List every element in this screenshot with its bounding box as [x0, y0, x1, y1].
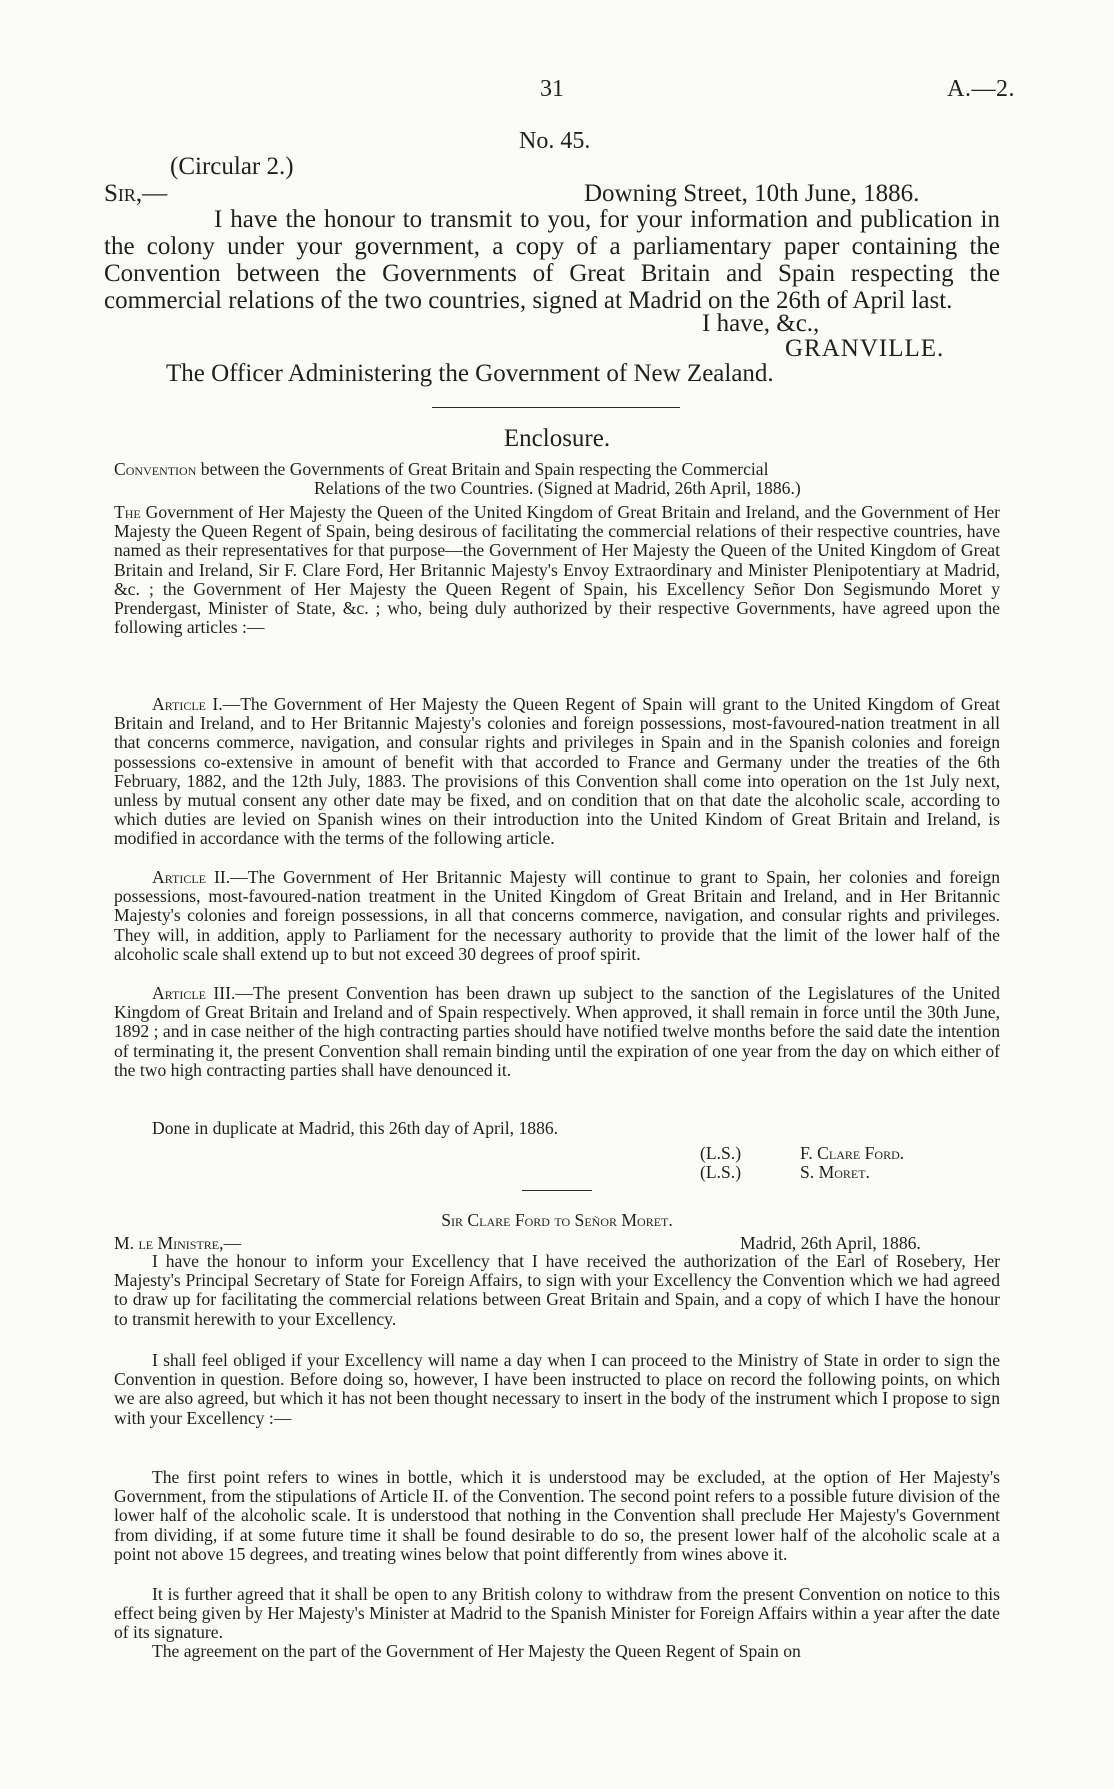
closing: I have, &c., [702, 310, 820, 337]
letter2-dateline: Madrid, 26th April, 1886. [740, 1233, 921, 1253]
convention-title-text: between the Governments of Great Britain and Spain respecting the Commercial [200, 459, 769, 479]
seal-mark: (L.S.) [700, 1143, 742, 1163]
dateline: Downing Street, 10th June, 1886. [584, 180, 920, 207]
article-2 [114, 868, 1000, 964]
letter-body: I have the honour to transmit to you, for your information and publication in the colony under your government, a copy of a parliamentary paper containing the Convention between the Governments of Great Britain and Spain respecting the commercial relations of the two countries, signed at Madrid on the 26th of April last. [104, 206, 1000, 314]
article-1 [114, 695, 1000, 849]
document-number: No. 45. [519, 128, 591, 154]
signature: GRANVILLE. [785, 335, 945, 362]
preamble-text: Government of Her Majesty the Queen of the United Kingdom of Great Britain and Ireland, and the Government of Her Majesty the Queen Regent of Spain, being desirous of facilitating the commercial relations of their respective countries, have named as their representatives for that purpose—the Government of Her Majesty the Queen of the United Kingdom of Great Britain and Ireland, Sir F. Clare Ford, Her Britannic Majesty's Envoy Extraordinary and Minister Plenipotentiary at Madrid, &c. ; the Government of Her Majesty the Queen Regent of Spain, his Excellency Señor Don Segismundo Moret y Prendergast, Minister of State, &c. ; who, being duly authorized by their respective Governments, have agreed upon the following articles :— [114, 502, 1000, 638]
article-label: Article II. [152, 867, 231, 887]
document-reference: A.—2. [947, 76, 1015, 102]
article-text: —The present Convention has been drawn up subject to the sanction of the Legislatures of the United Kingdom of Great Britain and Ireland and of Spain respectively. When approved, it shall remain in force until the 30th June, 1892 ; and in case neither of the high contracting parties should have notified twelve months before the said date the intention of terminating it, the present Convention shall remain binding until the expiration of one year from the day on which either of the two high contracting parties shall have denounced it. [114, 983, 1000, 1080]
circular-label: (Circular 2.) [170, 153, 294, 180]
seal-mark: (L.S.) [700, 1162, 742, 1182]
page-number: 31 [540, 76, 564, 102]
letter2-paragraph: The first point refers to wines in bottle, which it is understood may be excluded, at the option of Her Majesty's Government, from the stipulations of Article II. of the Convention. The second point refers to a possible future division of the lower half of the alcoholic scale. It is understood that nothing in the Convention shall preclude Her Majesty's Government from dividing, if at some future time it shall be found desirable to do so, the present lower half of the alcoholic scale at a point not above 15 degrees, and treating wines below that point differently from wines above it. [114, 1467, 1000, 1564]
convention-title [114, 460, 1000, 498]
letter2-heading: Sir Clare Ford to Señor Moret. [441, 1210, 673, 1230]
article-label: Article I. [152, 694, 223, 714]
divider [432, 407, 680, 408]
preamble [114, 503, 1000, 637]
article-text: —The Government of Her Majesty the Queen Regent of Spain will grant to the United Kingdom of Great Britain and Ireland, and to Her Britannic Majesty's colonies and foreign possessions, most-favoured-nation treatment in all that concerns commerce, navigation, and consular rights and privileges in Spain and in the Spanish colonies and foreign possessions co-extensive in amount of benefit with that accorded to France and Germany under the treaties of the 6th February, 1882, and the 12th July, 1883. The provisions of this Convention shall come into operation on the 1st July next, unless by mutual consent any other date may be fixed, and on condition that on that date the alcoholic scale, according to which duties are levied on Spanish wines on their introduction into the United Kindom of Great Britain and Ireland, is modified in accordance with the terms of the following article. [114, 694, 1000, 849]
convention-title-cont: Relations of the two Countries. (Signed at Madrid, 26th April, 1886.) [314, 478, 801, 499]
signature-row [700, 1162, 870, 1183]
article-label: Article III. [152, 983, 236, 1003]
addressee: The Officer Administering the Government of New Zealand. [166, 360, 774, 387]
letter2-paragraph: I shall feel obliged if your Excellency will name a day when I can proceed to the Ministry of State in order to sign the Convention in question. Before doing so, however, I have been instructed to place on record the following points, on which we are also agreed, but which it has not been thought necessary to insert in the body of the instrument which I propose to sign with your Excellency :— [114, 1350, 1000, 1428]
preamble-lead: The [114, 502, 141, 522]
convention-title-lead: Convention [114, 459, 197, 479]
signature-row [700, 1143, 904, 1164]
letter2-paragraph: I have the honour to inform your Excellency that I have received the authorization of the Earl of Rosebery, Her Majesty's Principal Secretary of State for Foreign Affairs, to sign with your Excellency the Convention which we had agreed to draw up for facilitating the commercial relations between Great Britain and Spain, and a copy of which I have the honour to transmit herewith to your Excellency. [114, 1251, 1000, 1329]
letter2-paragraph: It is further agreed that it shall be open to any British colony to withdraw from the present Convention on notice to this effect being given by Her Majesty's Minister at Madrid to the Spanish Minister for Foreign Affairs within a year after the date of its signature. [114, 1584, 1000, 1643]
signatory-name: S. Moret. [800, 1162, 870, 1182]
done-clause: Done in duplicate at Madrid, this 26th day of April, 1886. [152, 1118, 559, 1138]
enclosure-heading: Enclosure. [503, 425, 611, 452]
divider [522, 1190, 592, 1191]
article-3 [114, 984, 1000, 1080]
letter2-salutation: M. le Ministre,— [114, 1233, 242, 1253]
salutation: Sir,— [104, 180, 168, 207]
signatory-name: F. Clare Ford. [800, 1143, 905, 1163]
article-text: —The Government of Her Britannic Majesty will continue to grant to Spain, her colonies and foreign possessions, most-favoured-nation treatment in the United Kingdom of Great Britain and Ireland, and in Her Britannic Majesty's colonies and foreign possessions, in all that concerns commerce, navigation, and consular rights and privileges. They will, in addition, apply to Parliament for the necessary authority to provide that the limit of the lower half of the alcoholic scale shall extend up to but not exceed 30 degrees of proof spirit. [114, 867, 1001, 964]
letter2-paragraph: The agreement on the part of the Government of Her Majesty the Queen Regent of Spain on [152, 1641, 801, 1661]
